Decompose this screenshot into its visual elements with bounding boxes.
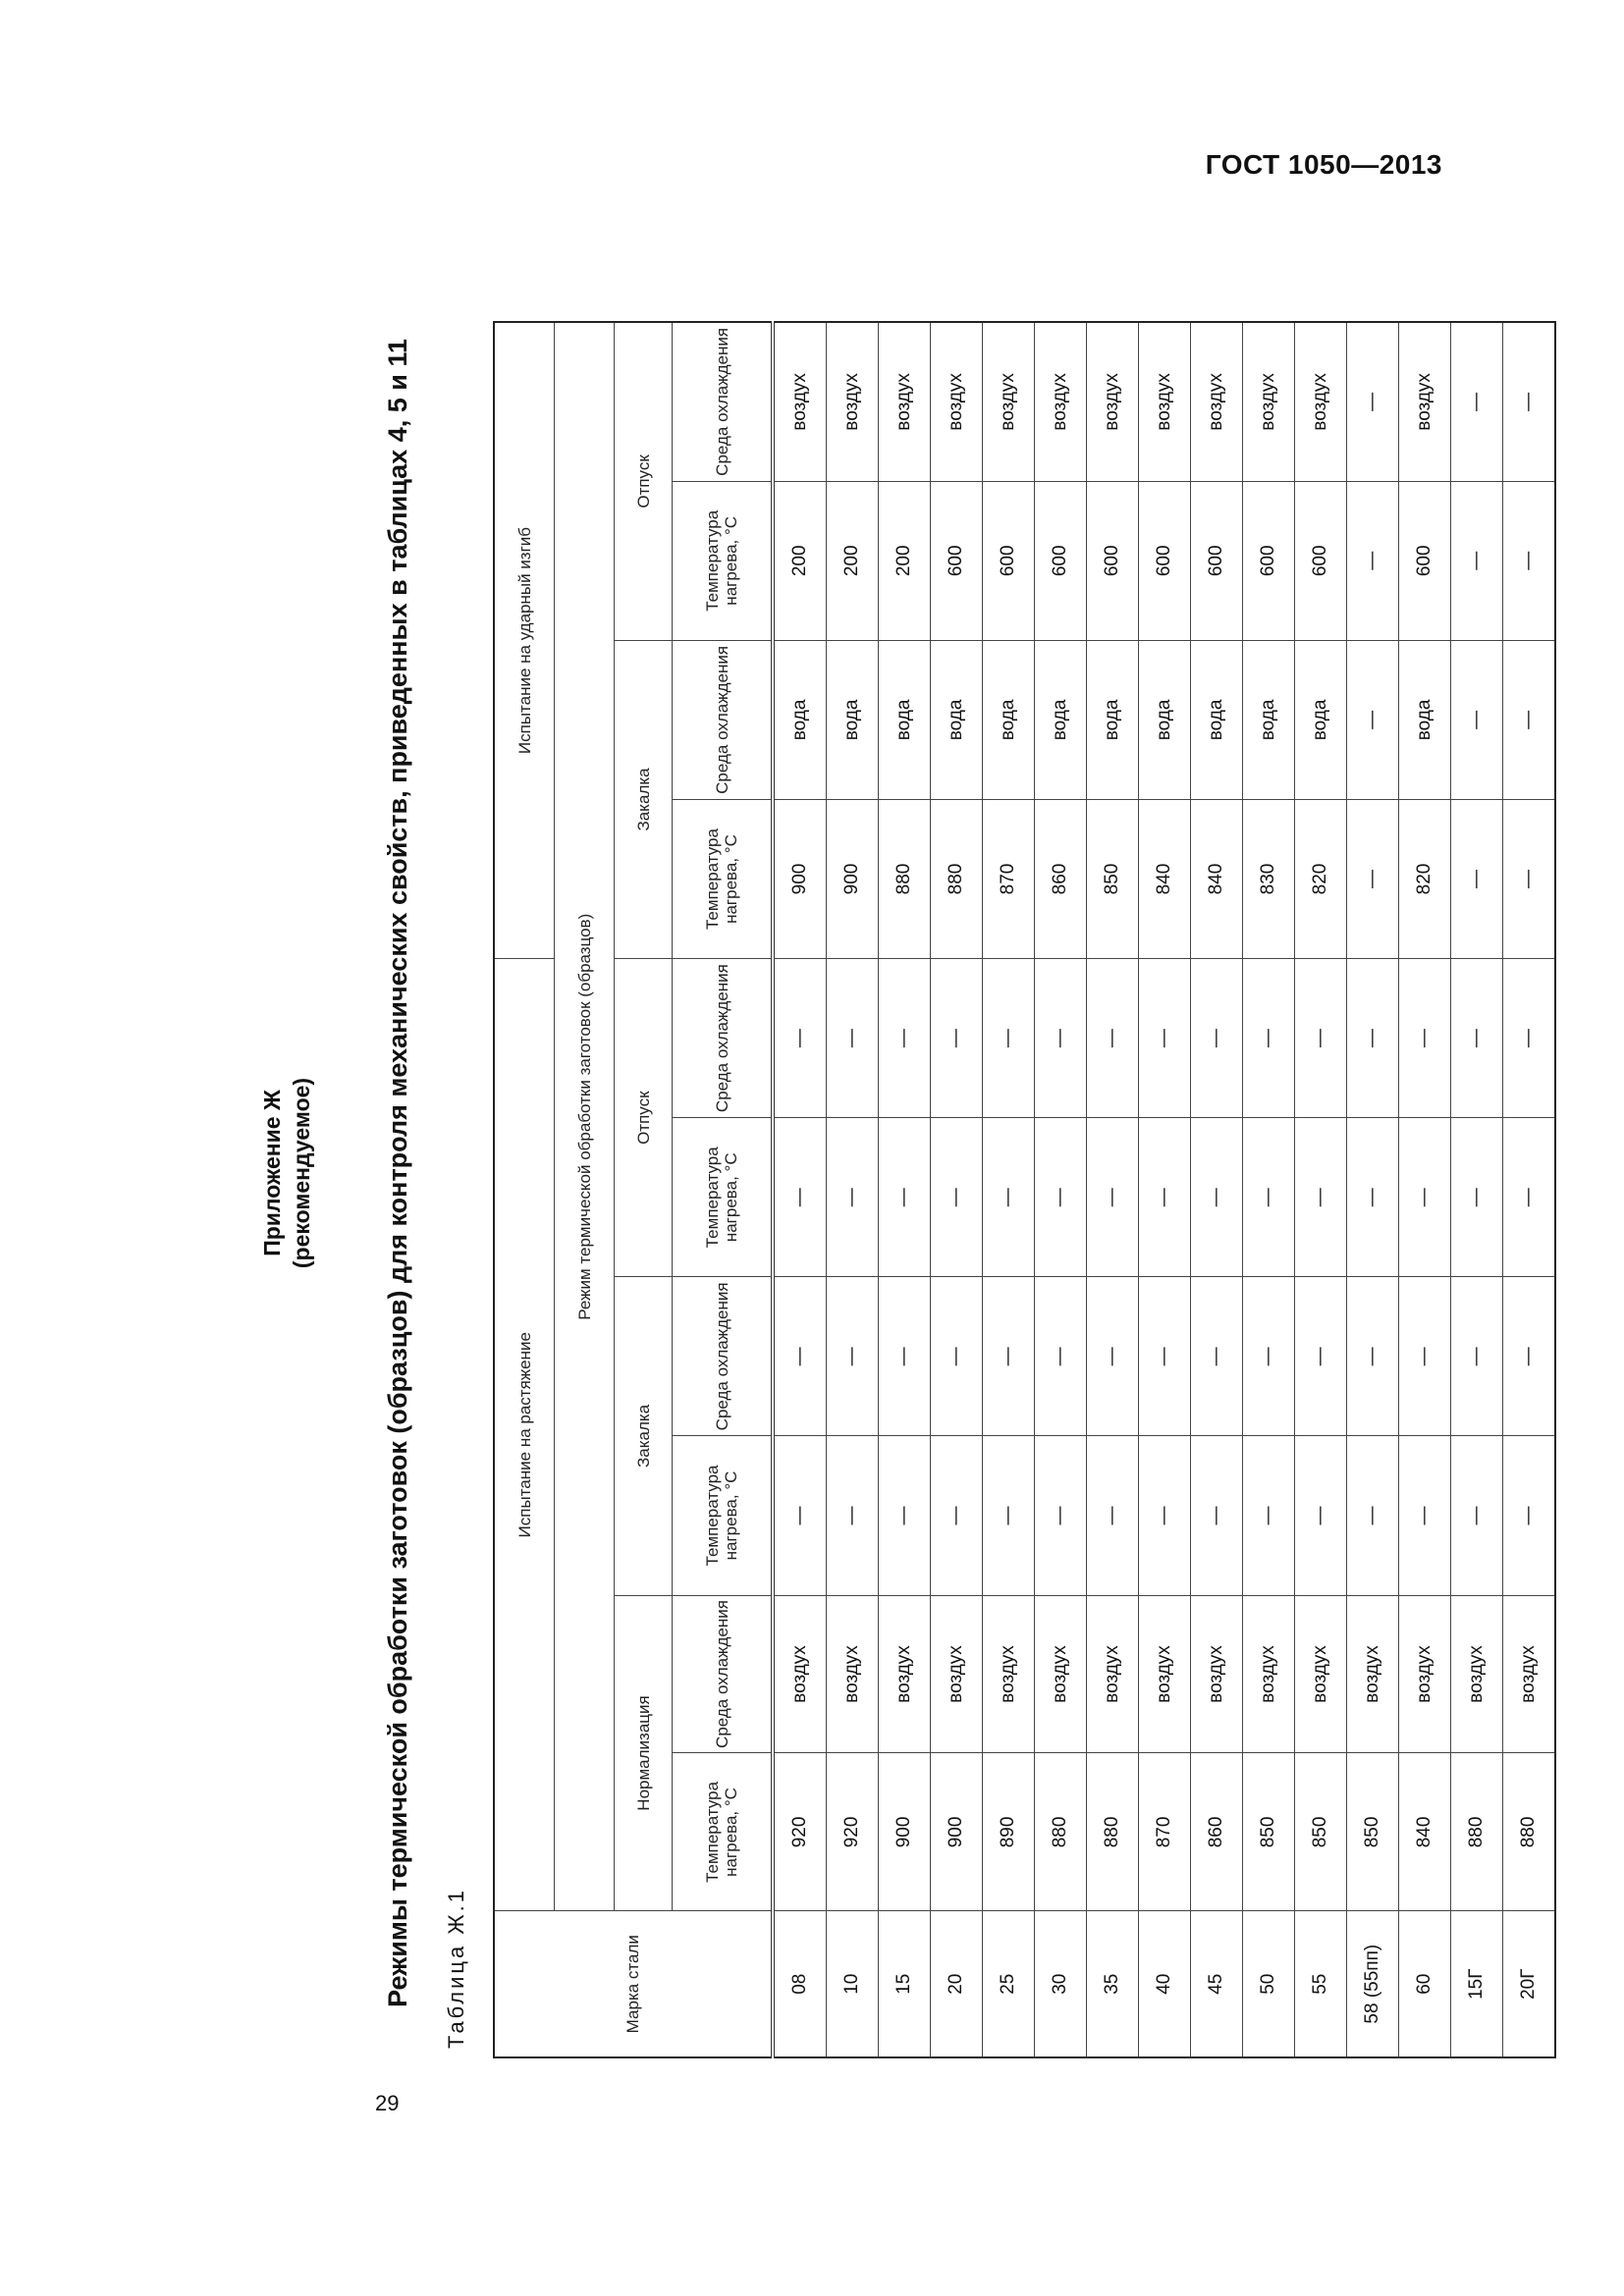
cell-io-t: 600: [1399, 481, 1451, 640]
cell-grade: 25: [983, 1911, 1035, 2057]
cell-o-m: —: [1191, 959, 1243, 1118]
cell-iq-t: 870: [983, 799, 1035, 958]
cell-io-m: воздух: [1191, 322, 1243, 481]
cell-q-t: —: [1347, 1436, 1399, 1595]
cell-q-t: —: [1451, 1436, 1503, 1595]
cell-iq-t: 840: [1191, 799, 1243, 958]
cell-grade: 60: [1399, 1911, 1451, 2057]
cell-q-t: —: [931, 1436, 983, 1595]
table-row: [1087, 322, 1139, 2057]
cell-iq-t: 820: [1399, 799, 1451, 958]
table-row: [1295, 322, 1347, 2057]
cell-n-m: воздух: [1243, 1595, 1295, 1753]
cell-o-m: —: [1399, 959, 1451, 1118]
cell-n-t: 880: [1035, 1753, 1087, 1911]
cell-n-m: воздух: [879, 1595, 931, 1753]
cell-iq-m: вода: [827, 640, 879, 799]
cell-o-m: —: [983, 959, 1035, 1118]
cell-o-m: —: [931, 959, 983, 1118]
table-row: [1399, 322, 1451, 2057]
cell-grade: 20: [931, 1911, 983, 2057]
cell-n-m: воздух: [1295, 1595, 1347, 1753]
cell-io-m: воздух: [1087, 322, 1139, 481]
temp-header: Температура нагрева, °С: [673, 799, 774, 958]
quenching-header: Закалка: [615, 1277, 673, 1595]
cell-iq-m: вода: [1295, 640, 1347, 799]
cell-iq-t: —: [1503, 799, 1556, 958]
cell-iq-t: 850: [1087, 799, 1139, 958]
cell-q-t: —: [1087, 1436, 1139, 1595]
cell-q-m: —: [1295, 1277, 1347, 1436]
cell-q-m: —: [1035, 1277, 1087, 1436]
cell-iq-t: —: [1347, 799, 1399, 958]
temp-header: Температура нагрева, °С: [673, 1436, 774, 1595]
cell-io-m: воздух: [983, 322, 1035, 481]
cell-n-m: воздух: [1347, 1595, 1399, 1753]
cell-o-t: —: [1451, 1118, 1503, 1277]
cell-iq-m: вода: [773, 640, 827, 799]
cell-iq-m: вода: [1087, 640, 1139, 799]
cell-n-m: воздух: [1451, 1595, 1503, 1753]
cell-grade: 10: [827, 1911, 879, 2057]
appendix-header: [257, 260, 316, 2086]
cell-o-m: —: [879, 959, 931, 1118]
cell-io-t: 200: [773, 481, 827, 640]
cell-io-m: —: [1503, 322, 1556, 481]
cell-grade: 35: [1087, 1911, 1139, 2057]
cell-n-t: 850: [1243, 1753, 1295, 1911]
cell-iq-m: вода: [1139, 640, 1191, 799]
cell-o-m: —: [773, 959, 827, 1118]
cell-o-t: —: [879, 1118, 931, 1277]
cell-n-m: воздух: [1087, 1595, 1139, 1753]
cell-io-m: воздух: [879, 322, 931, 481]
cell-q-t: —: [983, 1436, 1035, 1595]
cell-iq-t: —: [1451, 799, 1503, 958]
cell-n-t: 880: [1503, 1753, 1556, 1911]
cell-io-m: —: [1347, 322, 1399, 481]
cell-o-t: —: [1399, 1118, 1451, 1277]
medium-header: Среда охлаждения: [673, 959, 774, 1118]
cell-q-m: —: [1399, 1277, 1451, 1436]
cell-io-m: воздух: [1035, 322, 1087, 481]
cell-iq-t: 840: [1139, 799, 1191, 958]
cell-iq-t: 880: [879, 799, 931, 958]
cell-o-m: —: [1035, 959, 1087, 1118]
cell-o-m: —: [1139, 959, 1191, 1118]
medium-header: Среда охлаждения: [673, 640, 774, 799]
cell-n-t: 900: [931, 1753, 983, 1911]
table-row: [1191, 322, 1243, 2057]
cell-io-t: 200: [827, 481, 879, 640]
cell-io-t: —: [1503, 481, 1556, 640]
cell-o-m: —: [1087, 959, 1139, 1118]
cell-n-m: воздух: [773, 1595, 827, 1753]
table-row: [1243, 322, 1295, 2057]
cell-q-m: —: [773, 1277, 827, 1436]
cell-io-t: 600: [931, 481, 983, 640]
cell-o-t: —: [1191, 1118, 1243, 1277]
cell-o-m: —: [1243, 959, 1295, 1118]
cell-iq-t: 830: [1243, 799, 1295, 958]
cell-io-m: воздух: [773, 322, 827, 481]
cell-iq-t: 880: [931, 799, 983, 958]
cell-q-m: —: [1087, 1277, 1139, 1436]
cell-n-m: воздух: [1191, 1595, 1243, 1753]
cell-o-t: —: [1503, 1118, 1556, 1277]
cell-q-m: —: [931, 1277, 983, 1436]
cell-q-t: —: [1243, 1436, 1295, 1595]
cell-iq-m: —: [1451, 640, 1503, 799]
cell-q-m: —: [879, 1277, 931, 1436]
medium-header: Среда охлаждения: [673, 322, 774, 481]
cell-n-t: 870: [1139, 1753, 1191, 1911]
cell-grade: 45: [1191, 1911, 1243, 2057]
cell-n-t: 860: [1191, 1753, 1243, 1911]
cell-o-t: —: [1035, 1118, 1087, 1277]
cell-io-m: воздух: [931, 322, 983, 481]
cell-n-t: 880: [1087, 1753, 1139, 1911]
group-tension: Испытание на растяжение: [494, 959, 555, 1911]
table-row: [1503, 322, 1556, 2057]
cell-n-t: 920: [827, 1753, 879, 1911]
table-row: [931, 322, 983, 2057]
cell-o-m: —: [1451, 959, 1503, 1118]
cell-io-m: воздух: [1295, 322, 1347, 481]
cell-n-t: 890: [983, 1753, 1035, 1911]
cell-n-t: 880: [1451, 1753, 1503, 1911]
temp-header: Температура нагрева, °С: [673, 1118, 774, 1277]
rotated-page-content: [257, 260, 1539, 2086]
medium-header: Среда охлаждения: [673, 1595, 774, 1753]
table-row: [773, 322, 827, 2057]
cell-q-m: —: [827, 1277, 879, 1436]
group-impact: Испытание на ударный изгиб: [494, 322, 555, 959]
cell-grade: 08: [773, 1911, 827, 2057]
cell-q-m: —: [1347, 1277, 1399, 1436]
cell-io-t: 600: [1139, 481, 1191, 640]
cell-iq-m: вода: [1243, 640, 1295, 799]
temp-header: Температура нагрева, °С: [673, 1753, 774, 1911]
cell-io-t: 600: [1087, 481, 1139, 640]
cell-o-t: —: [1139, 1118, 1191, 1277]
cell-iq-t: 860: [1035, 799, 1087, 958]
cell-io-m: воздух: [1399, 322, 1451, 481]
impact-tempering-header: Отпуск: [615, 322, 673, 640]
cell-o-t: —: [1087, 1118, 1139, 1277]
cell-q-t: —: [1399, 1436, 1451, 1595]
cell-q-m: —: [1139, 1277, 1191, 1436]
cell-iq-m: вода: [1399, 640, 1451, 799]
cell-q-t: —: [879, 1436, 931, 1595]
cell-io-t: 200: [879, 481, 931, 640]
cell-grade: 30: [1035, 1911, 1087, 2057]
cell-o-m: —: [827, 959, 879, 1118]
table-body: [773, 322, 1555, 2057]
cell-io-t: 600: [983, 481, 1035, 640]
cell-io-t: —: [1451, 481, 1503, 640]
cell-io-m: —: [1451, 322, 1503, 481]
medium-header: Среда охлаждения: [673, 1277, 774, 1436]
cell-o-m: —: [1503, 959, 1556, 1118]
cell-o-t: —: [827, 1118, 879, 1277]
table-row: [1035, 322, 1087, 2057]
cell-io-t: 600: [1295, 481, 1347, 640]
cell-q-t: —: [1503, 1436, 1556, 1595]
cell-io-m: воздух: [1243, 322, 1295, 481]
tempering-header: Отпуск: [615, 959, 673, 1277]
table-row: [983, 322, 1035, 2057]
cell-n-m: воздух: [983, 1595, 1035, 1753]
cell-q-m: —: [1191, 1277, 1243, 1436]
cell-o-m: —: [1295, 959, 1347, 1118]
cell-o-t: —: [1295, 1118, 1347, 1277]
table-row: [827, 322, 879, 2057]
standard-number: ГОСТ 1050—2013: [1205, 149, 1442, 180]
cell-o-t: —: [1347, 1118, 1399, 1277]
cell-q-t: —: [1035, 1436, 1087, 1595]
cell-iq-m: вода: [983, 640, 1035, 799]
heat-treatment-table: [493, 321, 1556, 2058]
cell-io-t: 600: [1191, 481, 1243, 640]
cell-o-m: —: [1347, 959, 1399, 1118]
cell-q-m: —: [1503, 1277, 1556, 1436]
table-row: [1451, 322, 1503, 2057]
table-row: [879, 322, 931, 2057]
cell-iq-m: вода: [1035, 640, 1087, 799]
cell-grade: 15Г: [1451, 1911, 1503, 2057]
normalization-header: Нормализация: [615, 1595, 673, 1911]
cell-n-t: 850: [1295, 1753, 1347, 1911]
cell-n-m: воздух: [1399, 1595, 1451, 1753]
cell-o-t: —: [1243, 1118, 1295, 1277]
col-steel-grade: Марка стали: [494, 1911, 773, 2057]
cell-o-t: —: [931, 1118, 983, 1277]
temp-header: Температура нагрева, °С: [673, 481, 774, 640]
table-row: [1139, 322, 1191, 2057]
cell-q-t: —: [773, 1436, 827, 1595]
cell-q-m: —: [1243, 1277, 1295, 1436]
cell-n-t: 920: [773, 1753, 827, 1911]
cell-q-m: —: [983, 1277, 1035, 1436]
cell-q-m: —: [1451, 1277, 1503, 1436]
cell-grade: 58 (55пп): [1347, 1911, 1399, 2057]
cell-iq-t: 900: [773, 799, 827, 958]
cell-q-t: —: [1295, 1436, 1347, 1595]
cell-grade: 55: [1295, 1911, 1347, 2057]
cell-io-m: воздух: [827, 322, 879, 481]
regime-header: Режим термической обработки заготовок (образцов): [555, 322, 615, 1911]
cell-n-m: воздух: [931, 1595, 983, 1753]
cell-n-m: воздух: [1503, 1595, 1556, 1753]
impact-quenching-header: Закалка: [615, 640, 673, 958]
cell-o-t: —: [983, 1118, 1035, 1277]
cell-io-t: —: [1347, 481, 1399, 640]
cell-iq-m: вода: [1191, 640, 1243, 799]
cell-iq-m: вода: [931, 640, 983, 799]
cell-n-t: 900: [879, 1753, 931, 1911]
cell-q-t: —: [827, 1436, 879, 1595]
cell-iq-m: —: [1347, 640, 1399, 799]
cell-n-m: воздух: [1139, 1595, 1191, 1753]
cell-io-t: 600: [1035, 481, 1087, 640]
cell-q-t: —: [1191, 1436, 1243, 1595]
cell-o-t: —: [773, 1118, 827, 1277]
table-row: [1347, 322, 1399, 2057]
cell-grade: 15: [879, 1911, 931, 2057]
cell-grade: 40: [1139, 1911, 1191, 2057]
cell-grade: 20Г: [1503, 1911, 1556, 2057]
cell-io-m: воздух: [1139, 322, 1191, 481]
appendix-title: Приложение Ж: [259, 1090, 285, 1256]
document-heading: Режимы термической обработки заготовок (образцов) для контроля механических свойств, приведенных в таблицах 4, 5 и 11: [383, 339, 412, 2007]
cell-n-t: 840: [1399, 1753, 1451, 1911]
cell-q-t: —: [1139, 1436, 1191, 1595]
cell-iq-m: вода: [879, 640, 931, 799]
table-label: Таблица Ж.1: [444, 1887, 468, 2049]
cell-n-m: воздух: [1035, 1595, 1087, 1753]
appendix-note: (рекомендуемое): [289, 1077, 314, 1269]
cell-n-t: 850: [1347, 1753, 1399, 1911]
cell-iq-t: 820: [1295, 799, 1347, 958]
cell-n-m: воздух: [827, 1595, 879, 1753]
cell-io-t: 600: [1243, 481, 1295, 640]
cell-iq-m: —: [1503, 640, 1556, 799]
page-number: 29: [375, 2091, 400, 2115]
cell-grade: 50: [1243, 1911, 1295, 2057]
cell-iq-t: 900: [827, 799, 879, 958]
